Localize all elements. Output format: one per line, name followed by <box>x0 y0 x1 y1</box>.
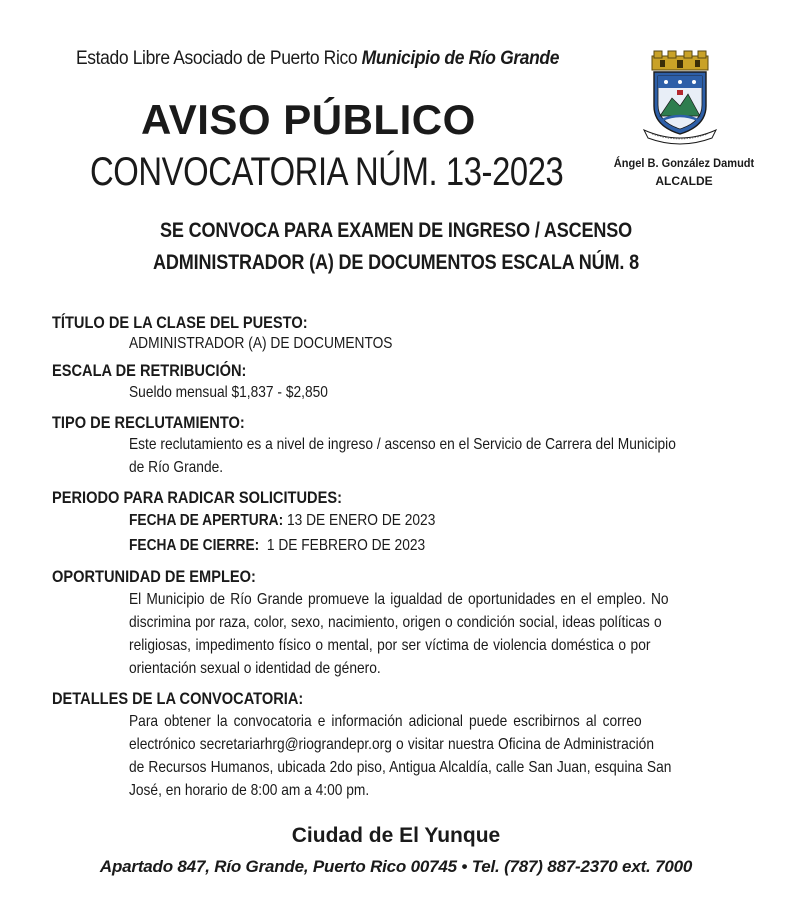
page-title: AVISO PÚBLICO <box>141 96 476 143</box>
section-text-oportunidad-line-4: orientación sexual o identidad de género. <box>129 660 381 677</box>
coat-of-arms-icon <box>640 50 720 146</box>
mayor-title: ALCALDE <box>655 174 713 188</box>
mayor-name: Ángel B. González Damudt <box>613 156 755 170</box>
section-text-titulo: ADMINISTRADOR (A) DE DOCUMENTOS <box>129 335 393 352</box>
section-text-oportunidad-line-3: religiosas, impedimento físico o mental, por ser víctima de violencia doméstica o por <box>129 637 651 654</box>
fecha-cierre-value: 1 DE FEBRERO DE 2023 <box>259 537 426 554</box>
fecha-cierre <box>129 537 425 555</box>
fecha-apertura-value: 13 DE ENERO DE 2023 <box>283 512 436 529</box>
section-text-tipo-line-1: Este reclutamiento es a nivel de ingreso / ascenso en el Servicio de Carrera del Municipio <box>129 436 676 453</box>
subtitle-line-2: ADMINISTRADOR (A) DE DOCUMENTOS ESCALA NÚM. 8 <box>153 251 639 274</box>
fecha-cierre-label: FECHA DE CIERRE: <box>129 537 260 554</box>
footer-address: Apartado 847, Río Grande, Puerto Rico 00745 • Tel. (787) 887-2370 ext. 7000 <box>99 857 693 876</box>
fecha-apertura <box>129 512 435 530</box>
section-text-detalles-line-2: electrónico secretariarhrg@riograndepr.org o visitar nuestra Oficina de Administración <box>129 736 654 753</box>
footer-city: Ciudad de El Yunque <box>291 824 501 847</box>
fecha-apertura-label: FECHA DE APERTURA: <box>129 512 284 529</box>
section-text-detalles-line-1: Para obtener la convocatoria e información adicional puede escribirnos al correo <box>129 713 642 730</box>
section-heading-tipo: TIPO DE RECLUTAMIENTO: <box>52 413 245 432</box>
section-text-escala: Sueldo mensual $1,837 - $2,850 <box>129 384 328 401</box>
subtitle-line-1: SE CONVOCA PARA EXAMEN DE INGRESO / ASCENSO <box>160 219 632 242</box>
section-heading-periodo: PERIODO PARA RADICAR SOLICITUDES: <box>52 488 342 507</box>
section-heading-titulo: TÍTULO DE LA CLASE DEL PUESTO: <box>52 313 308 332</box>
convocatoria-number: CONVOCATORIA NÚM. 13-2023 <box>90 150 564 194</box>
section-text-tipo-line-2: de Río Grande. <box>129 459 224 476</box>
issuing-authority-line <box>76 48 559 70</box>
section-heading-oportunidad: OPORTUNIDAD DE EMPLEO: <box>52 567 256 586</box>
section-text-oportunidad-line-2: discrimina por raza, color, sexo, nacimiento, origen o condición social, ideas políticas o <box>129 614 662 631</box>
section-heading-detalles: DETALLES DE LA CONVOCATORIA: <box>52 689 304 708</box>
section-heading-escala: ESCALA DE RETRIBUCIÓN: <box>52 361 247 380</box>
municipality-name: Municipio de Río Grande <box>361 48 560 69</box>
section-text-oportunidad-line-1: El Municipio de Río Grande promueve la igualdad de oportunidades en el empleo. No <box>129 591 669 608</box>
section-text-detalles-line-4: José, en horario de 8:00 am a 4:00 pm. <box>129 782 370 799</box>
section-text-detalles-line-3: de Recursos Humanos, ubicada 2do piso, Antigua Alcaldía, calle San Juan, esquina San <box>129 759 672 776</box>
state-name: Estado Libre Asociado de Puerto Rico <box>76 48 362 69</box>
